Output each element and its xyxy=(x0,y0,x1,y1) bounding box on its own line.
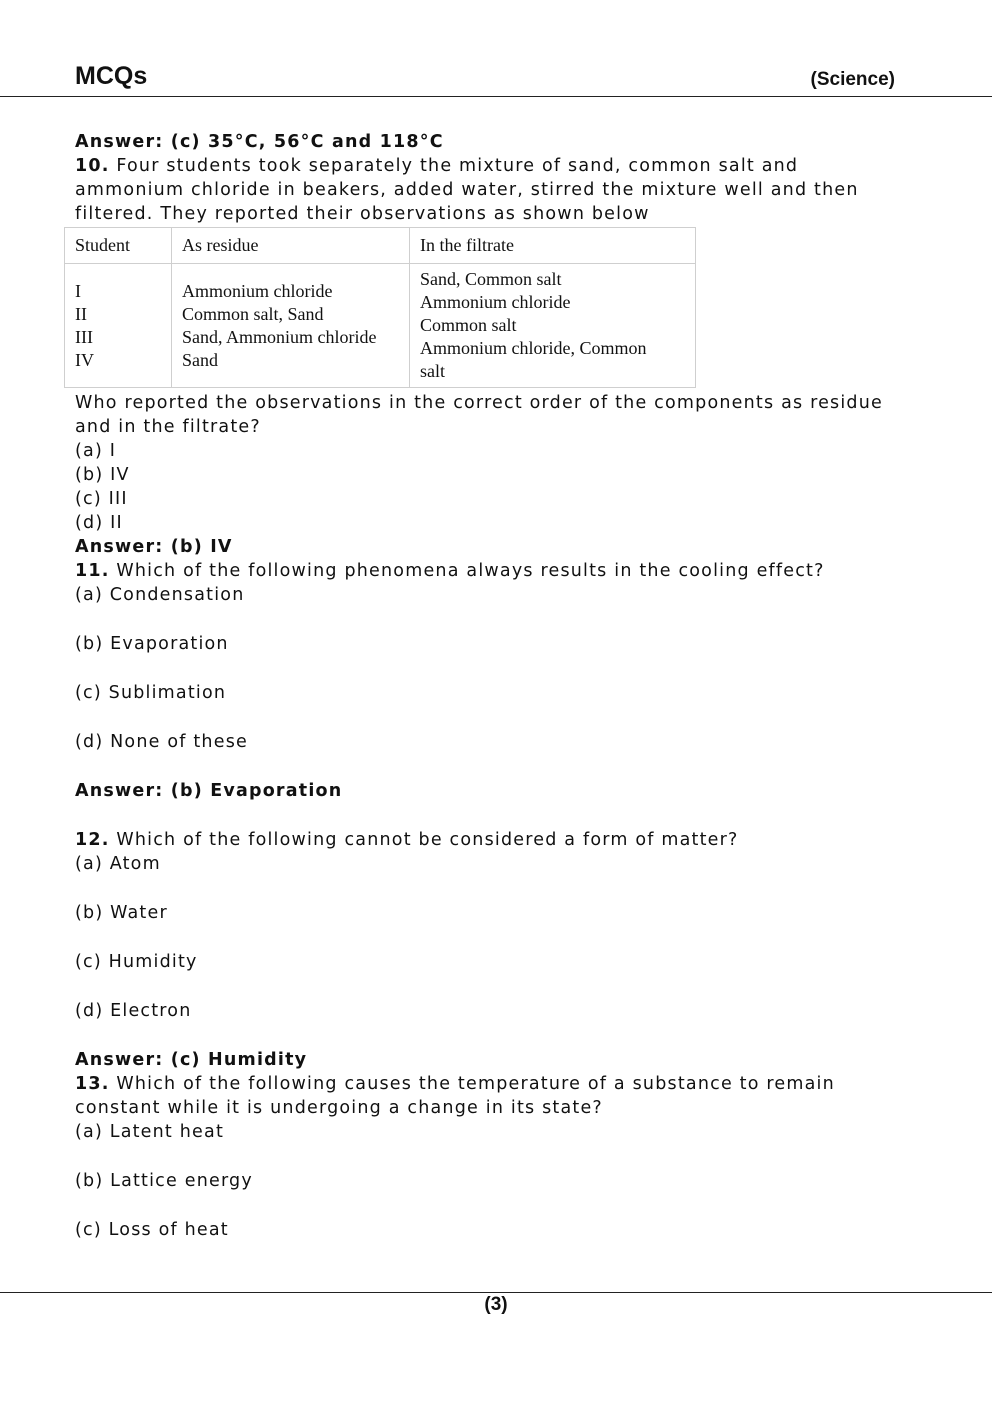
option-d: (d) None of these xyxy=(75,732,248,752)
observations-table xyxy=(64,227,696,388)
page-title: MCQs xyxy=(75,62,148,90)
question-text: Which of the following cannot be considered a form of matter? xyxy=(109,830,739,850)
question-number: 13. xyxy=(75,1074,110,1094)
table-cell: IV xyxy=(75,349,94,370)
table-cell: Common salt, Sand xyxy=(182,303,324,324)
question-text: Which of the following causes the temperature of a substance to remain xyxy=(109,1074,835,1094)
option-c: (c) Sublimation xyxy=(75,683,227,703)
residue-column xyxy=(172,264,410,388)
table-header-row xyxy=(65,228,696,264)
option-b: (b) IV xyxy=(75,465,130,485)
answer-11: Answer: (b) Evaporation xyxy=(75,781,343,801)
footer-rule xyxy=(0,1292,992,1293)
table-cell: Ammonium chloride xyxy=(420,292,571,312)
subject-label: (Science) xyxy=(810,69,895,90)
table-row xyxy=(65,264,696,388)
question-10-prompt-line-1: Who reported the observations in the correct order of the components as residue xyxy=(75,393,883,413)
filtrate-column xyxy=(410,264,696,388)
option-b: (b) Evaporation xyxy=(75,634,229,654)
question-10-line-2: ammonium chloride in beakers, added water, stirred the mixture well and then xyxy=(75,180,859,200)
question-10-line-3: filtered. They reported their observations as shown below xyxy=(75,204,650,224)
table-header-cell: Student xyxy=(65,228,172,264)
option-a: (a) Latent heat xyxy=(75,1122,225,1142)
question-number: 12. xyxy=(75,830,110,850)
table-cell: Ammonium chloride xyxy=(182,280,333,301)
table-cell: II xyxy=(75,303,87,324)
option-d: (d) II xyxy=(75,513,123,533)
table-cell: Sand, Ammonium chloride xyxy=(182,326,377,347)
option-c: (c) III xyxy=(75,489,128,509)
question-number: 11. xyxy=(75,561,110,581)
question-10-line-1 xyxy=(75,154,915,178)
document-body xyxy=(75,130,915,1242)
option-a: (a) Condensation xyxy=(75,585,245,605)
question-text: Four students took separately the mixture of sand, common salt and xyxy=(109,156,799,176)
question-number: 10. xyxy=(75,156,110,176)
question-text: Which of the following phenomena always results in the cooling effect? xyxy=(109,561,825,581)
question-13-line-1 xyxy=(75,1072,915,1096)
answer-10: Answer: (b) IV xyxy=(75,537,233,557)
question-12 xyxy=(75,828,915,852)
option-a: (a) Atom xyxy=(75,854,161,874)
question-10-prompt-line-2: and in the filtrate? xyxy=(75,417,261,437)
table-cell: Sand, Common salt xyxy=(420,269,562,289)
page-number: (3) xyxy=(484,1294,508,1315)
option-a: (a) I xyxy=(75,441,117,461)
header-rule xyxy=(0,96,992,97)
question-13-line-2: constant while it is undergoing a change in its state? xyxy=(75,1098,603,1118)
table-cell: salt xyxy=(420,361,445,381)
table-cell: I xyxy=(75,280,81,301)
table-header-cell: In the filtrate xyxy=(410,228,696,264)
student-column xyxy=(65,264,172,388)
table-cell: Sand xyxy=(182,349,218,370)
table-header-cell: As residue xyxy=(172,228,410,264)
option-b: (b) Lattice energy xyxy=(75,1171,253,1191)
option-b: (b) Water xyxy=(75,903,168,923)
option-d: (d) Electron xyxy=(75,1001,192,1021)
answer-12: Answer: (c) Humidity xyxy=(75,1050,308,1070)
table-cell: III xyxy=(75,326,93,347)
previous-answer: Answer: (c) 35°C, 56°C and 118°C xyxy=(75,132,444,152)
table-cell: Ammonium chloride, Common xyxy=(420,338,647,358)
question-11 xyxy=(75,559,915,583)
option-c: (c) Loss of heat xyxy=(75,1220,229,1240)
table-cell: Common salt xyxy=(420,315,517,335)
option-c: (c) Humidity xyxy=(75,952,198,972)
